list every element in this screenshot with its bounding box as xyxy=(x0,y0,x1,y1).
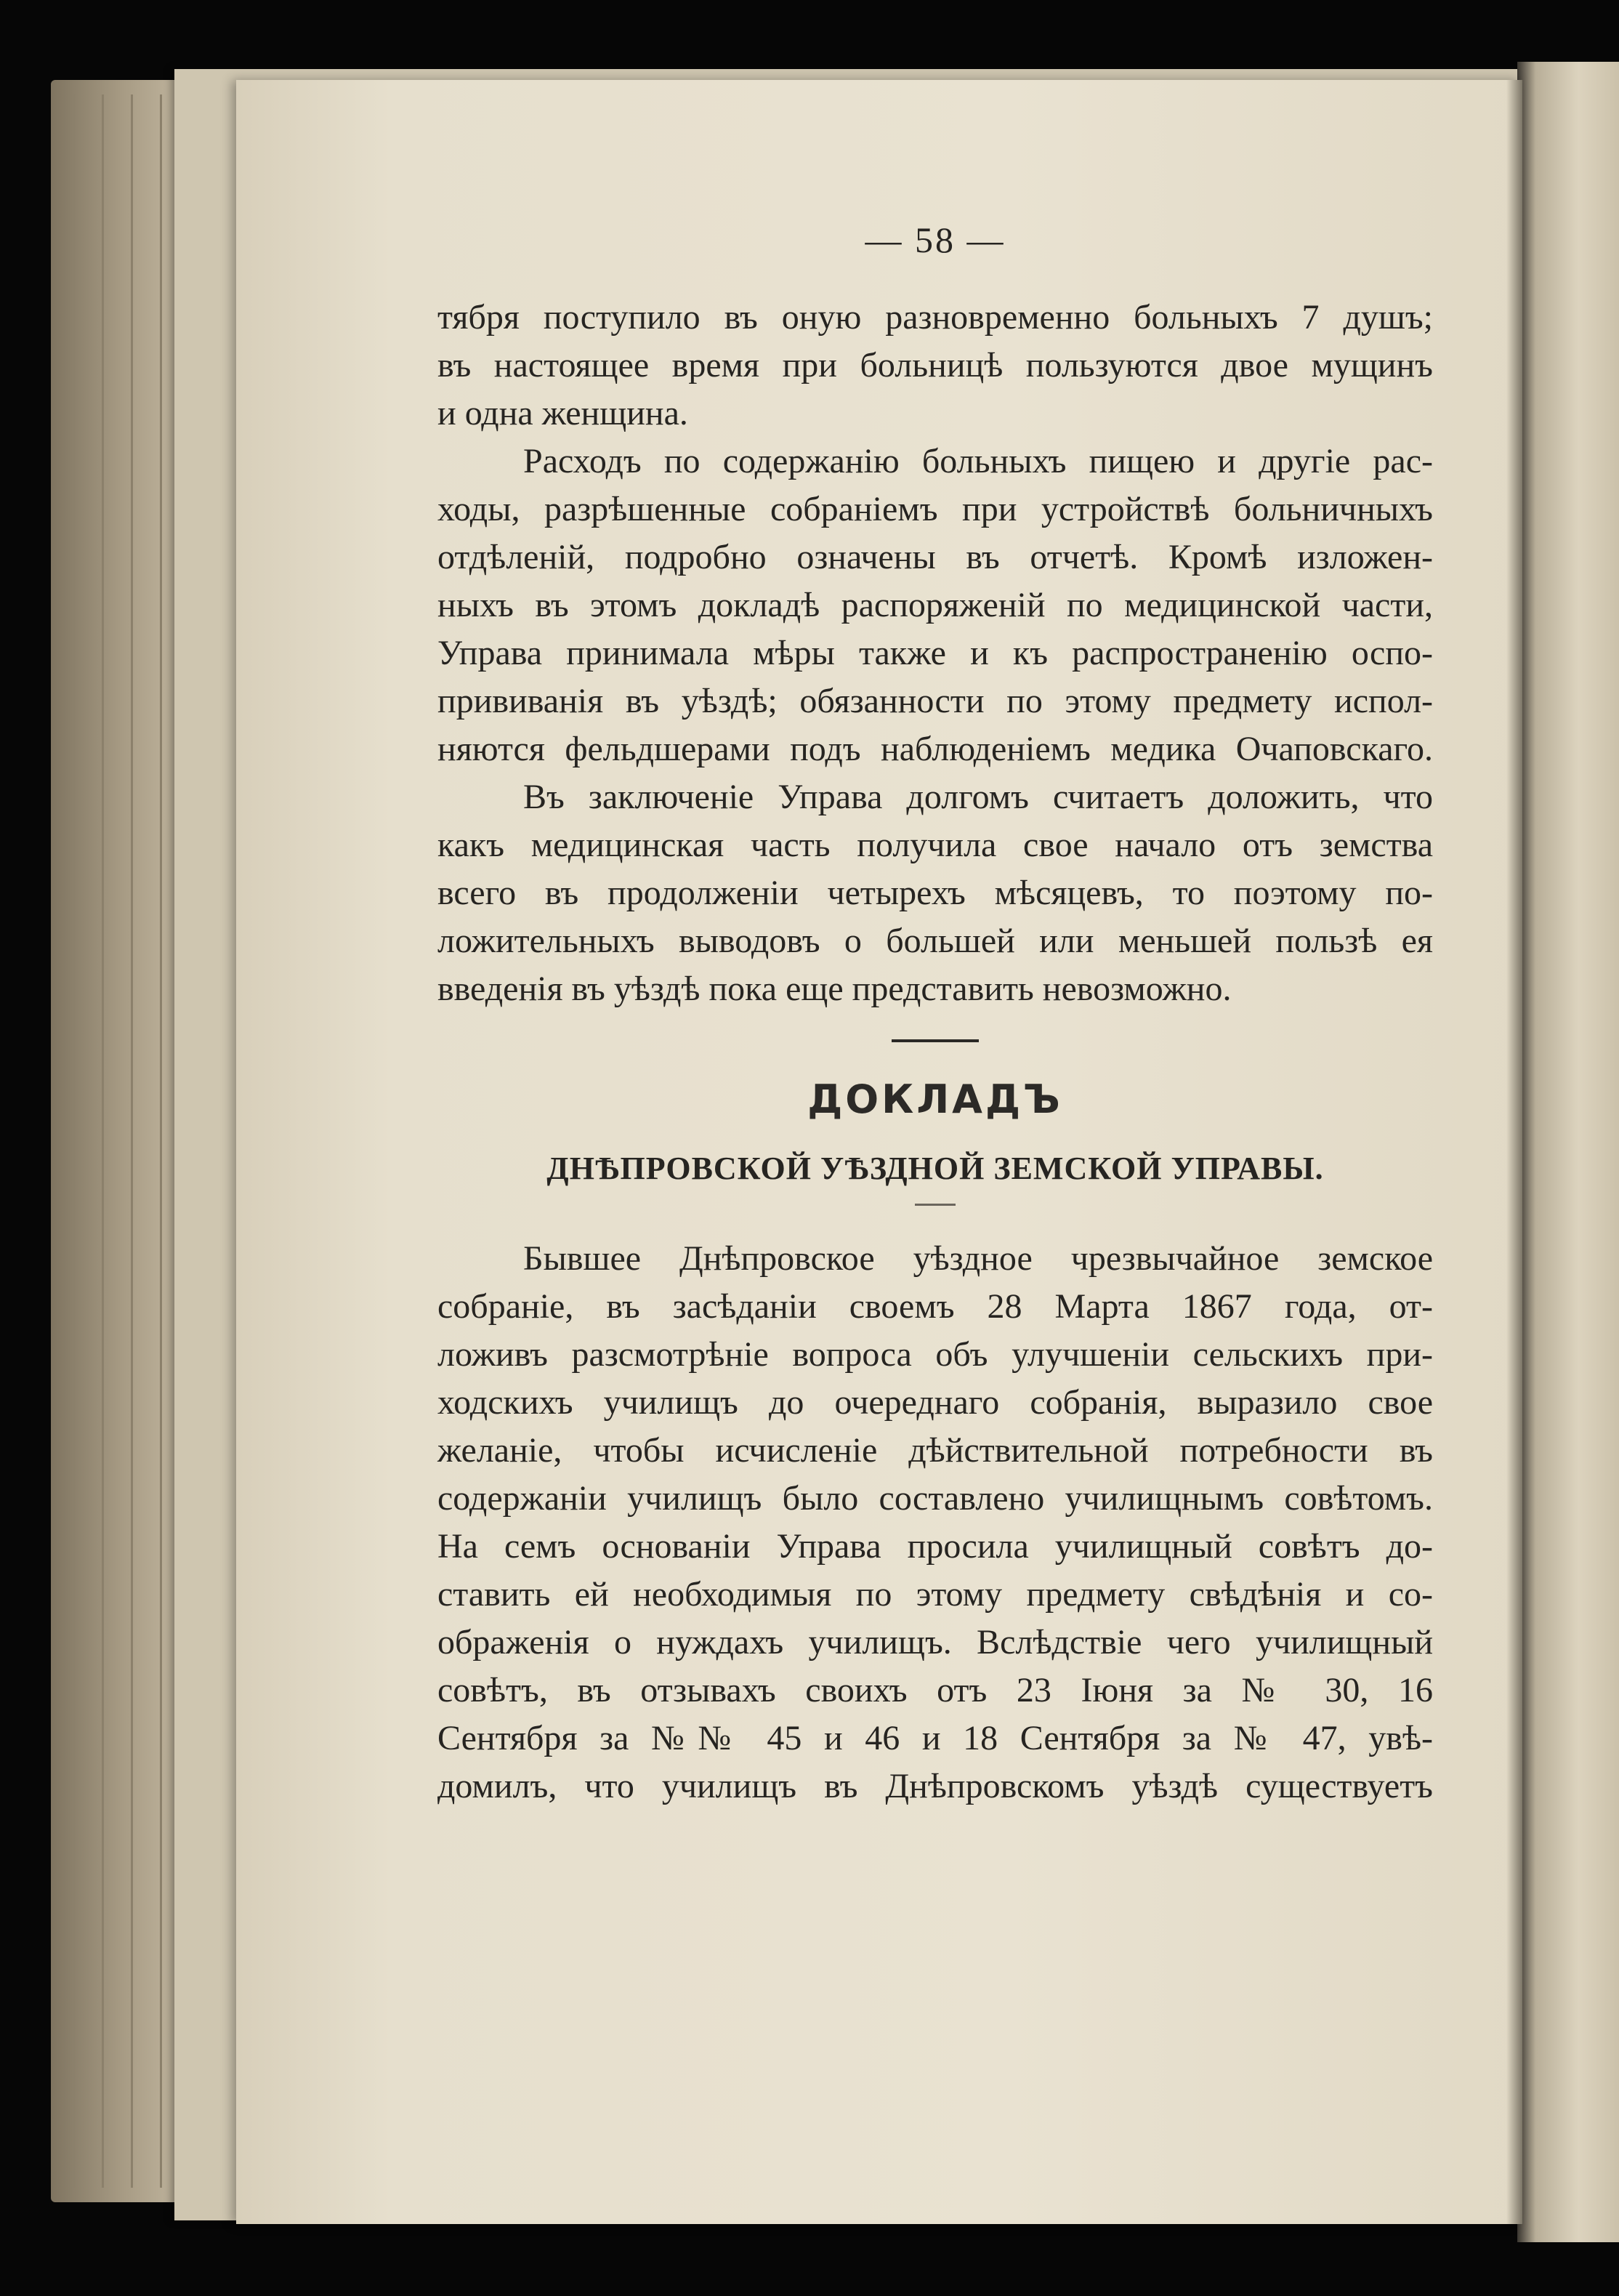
text-line: Расходъ по содержанію больныхъ пищею и другіе рас- xyxy=(523,442,1433,480)
text-line: Въ заключеніе Управа долгомъ считаетъ доложить, что xyxy=(523,778,1433,816)
page-number: — 58 — xyxy=(865,219,1006,260)
text-line: ложивъ разсмотрѣніе вопроса объ улучшеніи сельскихъ при- xyxy=(437,1335,1433,1374)
text-line: ложительныхъ выводовъ о большей или меньшей пользѣ ея xyxy=(437,922,1433,960)
text-line: какъ медицинская часть получила свое начало отъ земства xyxy=(437,826,1433,864)
text-line: Управа принимала мѣры также и къ распространенію оспо- xyxy=(437,634,1433,672)
text-line: няются фельдшерами подъ наблюденіемъ медика Очаповскаго. xyxy=(437,730,1433,768)
page-edge xyxy=(73,94,75,2188)
page-edge xyxy=(160,94,162,2188)
text-line: желаніе, чтобы исчисленіе дѣйствительной потребности въ xyxy=(437,1431,1433,1470)
page-edge xyxy=(102,94,104,2188)
text-line: На семъ основаніи Управа просила училищный совѣтъ до- xyxy=(437,1527,1433,1566)
facing-page-edge xyxy=(1517,62,1619,2242)
text-line: содержаніи училищъ было составлено училищнымъ совѣтомъ. xyxy=(437,1479,1433,1518)
paragraph xyxy=(437,294,1433,438)
paragraph xyxy=(437,1235,1433,1810)
text-line: ображенія о нуждахъ училищъ. Вслѣдствіе чего училищный xyxy=(437,1623,1433,1661)
page-edge xyxy=(131,94,133,2188)
text-line: домилъ, что училищъ въ Днѣпровскомъ уѣздѣ существуетъ xyxy=(437,1767,1433,1805)
subheading-divider xyxy=(915,1204,956,1206)
text-line: Бывшее Днѣпровское уѣздное чрезвычайное земское xyxy=(523,1239,1433,1278)
paragraph xyxy=(437,438,1433,773)
text-line: отдѣленій, подробно означены въ отчетѣ. Кромѣ изложен- xyxy=(437,538,1433,576)
text-line: и одна женщина. xyxy=(437,394,688,432)
page-gutter-shadow xyxy=(1506,80,1522,2224)
text-line: введенія въ уѣздѣ пока еще представить невозможно. xyxy=(437,970,1232,1008)
text-line: ныхъ въ этомъ докладѣ распоряженій по медицинской части, xyxy=(437,586,1433,624)
text-line: ходскихъ училищъ до очереднаго собранія, выразило свое xyxy=(437,1383,1433,1422)
text-line: собраніе, въ засѣданіи своемъ 28 Марта 1867 года, от- xyxy=(437,1287,1433,1326)
section-divider xyxy=(892,1039,979,1042)
text-line: ставить ей необходимыя по этому предмету свѣдѣнія и со- xyxy=(437,1575,1433,1614)
text-line: ходы, разрѣшенные собраніемъ при устройствѣ больничныхъ xyxy=(437,490,1433,528)
text-line: совѣтъ, въ отзывахъ своихъ отъ 23 Іюня за № 30, 16 xyxy=(437,1671,1433,1709)
text-line: тября поступило въ оную разновременно больныхъ 7 душъ; xyxy=(437,298,1433,337)
section-subheading: ДНѢПРОВСКОЙ УѢЗДНОЙ ЗЕМСКОЙ УПРАВЫ. xyxy=(546,1151,1324,1186)
text-line: прививанія въ уѣздѣ; обязанности по этому предмету испол- xyxy=(437,682,1433,720)
paragraph xyxy=(437,773,1433,1013)
text-line: всего въ продолженіи четырехъ мѣсяцевъ, то поэтому по- xyxy=(437,874,1433,912)
text-line: Сентября за №№ 45 и 46 и 18 Сентября за № 47, увѣ- xyxy=(437,1719,1433,1757)
text-line: въ настоящее время при больницѣ пользуются двое мущинъ xyxy=(437,346,1433,384)
page-content xyxy=(437,218,1433,1810)
section-heading: ДОКЛАДЪ xyxy=(807,1076,1063,1122)
